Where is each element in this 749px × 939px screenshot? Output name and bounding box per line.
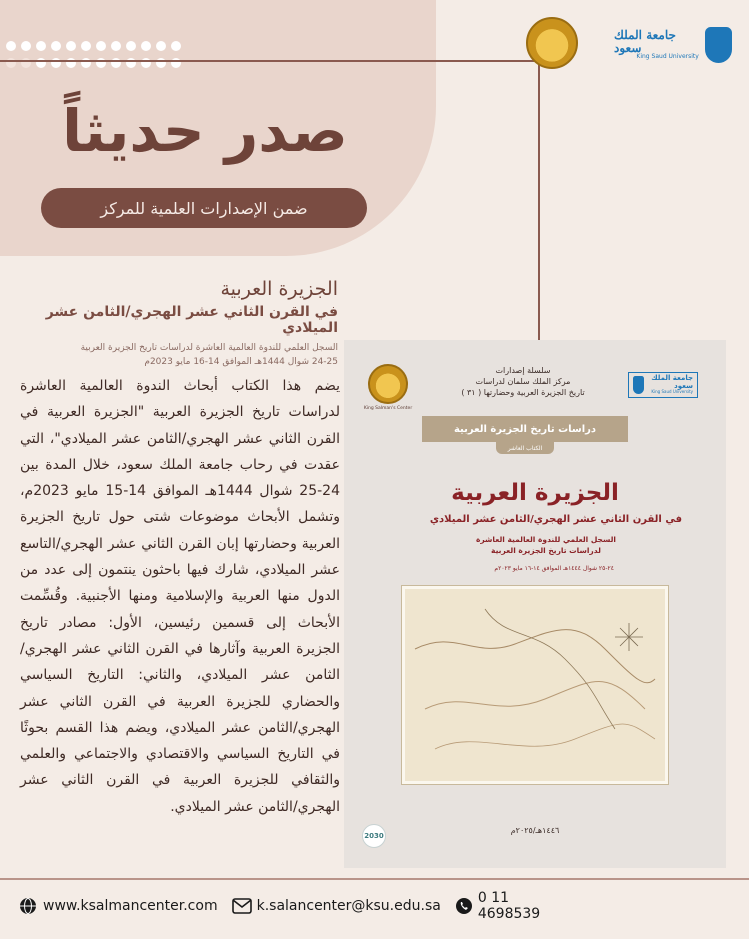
book-title: الجزيرة العربية — [220, 278, 338, 300]
cover-series: سلسلة إصدارات مركز الملك سلمان لدراسات تاريخ الجزيرة العربية وحضارتها ( ٣١ ) — [461, 366, 585, 397]
globe-icon — [18, 896, 38, 916]
cover-ksu-emblem-icon — [633, 376, 644, 394]
book-title-block — [8, 278, 338, 369]
cover-center-caption: King Salman's Center — [363, 406, 413, 411]
ksu-logo — [614, 22, 732, 68]
cover-date-line: ٢٤-٢٥ شوال ١٤٤٤هـ الموافق ١٤-١٦ مايو ٢٠٢٣م — [494, 565, 614, 572]
page-title: صدر حديثاً — [62, 97, 348, 165]
divider-horizontal — [0, 60, 540, 62]
cover-center-logo — [368, 364, 408, 404]
cover-description: السجل العلمي للندوة العالمية العاشرة لدراسات تاريخ الجزيرة العربية — [475, 535, 616, 555]
historical-map-image — [402, 586, 668, 784]
email-link[interactable]: k.salancenter@ksu.edu.sa — [232, 896, 441, 916]
vision-2030-logo: 2030 — [362, 824, 386, 848]
footer-divider — [0, 878, 749, 880]
king-salman-center-logo — [526, 17, 578, 69]
cover-subtitle: في القرن الثاني عشر الهجري/الثامن عشر الميلادي — [429, 514, 682, 525]
book-summary: يضم هذا الكتاب أبحاث الندوة العالمية العاشرة لدراسات تاريخ الجزيرة العربية "الجزيرة العربية في القرن الثاني عشر الهجري/الثامن عشر الميلادي"، التي عقدت في رحاب جامعة الملك سعود، خلال المدة بين 24-25 شوال 1444هـ الموافق 14-15 مايو 2023م، وتشمل الأبحاث موضوعات شتى حول تاريخ الجزيرة العربية وحضارتها إبان القرن الثاني عشر الهجري/التاسع عشر الميلادي، شارك فيها باحثون ينتمون إلى عدد من الدول منها العربية والإسلامية ومنها الأجنبية. وقُسِّمت الأبحاث إلى قسمين رئيسين، الأول: مصادر تاريخ الجزيرة العربية وآثارها في القرن الثاني عشر الهجري/الثامن عشر الميلادي، والثاني: التاريخ السياسي والحضاري للجزيرة العربية في القرن الثاني عشر الهجري/الثامن عشر الميلادي، ويضم هذا القسم بحوثًا في التاريخ السياسي والاقتصادي والاجتماعي والعلمي والثقافي للجزيرة العربية في القرن الثاني عشر الهجري/الثامن عشر الميلادي. — [20, 378, 340, 815]
cover-title: الجزيرة العربية — [451, 480, 619, 506]
cover-publication-date: ١٤٤٦هـ/٢٠٢٥م — [510, 826, 560, 835]
ksu-logo-arabic: جامعة الملك سعود — [614, 28, 676, 55]
whatsapp-icon — [455, 896, 473, 916]
cover-ksu-logo: جامعة الملك سعود King Saud University — [628, 372, 698, 398]
ksu-emblem-icon — [705, 27, 732, 63]
divider-vertical — [538, 60, 540, 342]
book-description: السجل العلمي للندوة العالمية العاشرة لدراسات تاريخ الجزيرة العربية 24-25 شوال 1444هـ الموافق 14-16 مايو 2023م — [80, 343, 338, 367]
phone-link[interactable]: 0 11 4698539 — [455, 890, 542, 922]
book-subtitle: في القرن الثاني عشر الهجري/الثامن عشر الميلادي — [45, 304, 338, 336]
ksu-logo-english: King Saud University — [636, 53, 699, 61]
envelope-icon — [232, 896, 252, 916]
website-link[interactable]: www.ksalmancenter.com — [18, 896, 218, 916]
cover-book-number: الكتاب العاشر — [496, 442, 554, 454]
footer-contacts — [18, 892, 550, 920]
subtitle-pill: ضمن الإصدارات العلمية للمركز — [41, 188, 367, 228]
cover-series-band: دراسات تاريخ الجزيرة العربية — [422, 416, 628, 442]
book-cover — [344, 340, 726, 868]
decorative-dots — [6, 41, 182, 75]
